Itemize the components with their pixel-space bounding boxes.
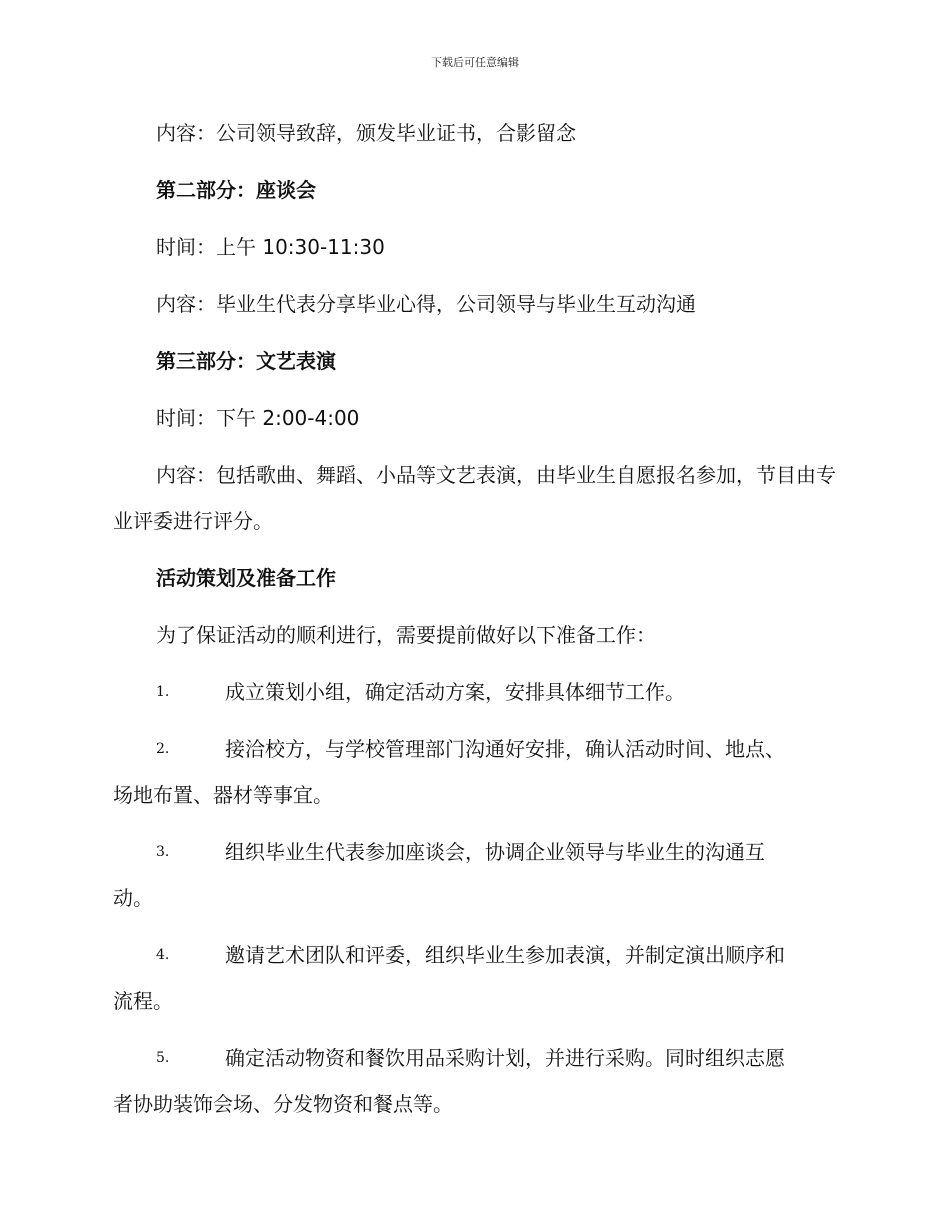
list-item <box>113 932 838 1024</box>
list-item <box>113 829 838 921</box>
list-item-continuation: 动。 <box>113 886 153 910</box>
list-item-text: 组织毕业生代表参加座谈会，协调企业领导与毕业生的沟通互 <box>225 840 765 864</box>
paragraph-content-1: 内容：公司领导致辞，颁发毕业证书，合影留念 <box>156 121 576 145</box>
list-item-continuation: 场地布置、器材等事宜。 <box>113 783 333 807</box>
list-item-continuation: 者协助装饰会场、分发物资和餐点等。 <box>113 1092 453 1116</box>
list-item-text: 成立策划小组，确定活动方案，安排具体细节工作。 <box>225 680 685 704</box>
list-number: 4. <box>156 947 170 963</box>
list-item-text: 邀请艺术团队和评委，组织毕业生参加表演，并制定演出顺序和 <box>225 943 785 967</box>
list-number: 5. <box>156 1050 170 1066</box>
page-header-note: 下载后可任意编辑 <box>431 56 519 69</box>
section-heading-3: 第三部分：文艺表演 <box>156 349 336 373</box>
paragraph-content-3: 内容：包括歌曲、舞蹈、小品等文艺表演，由毕业生自愿报名参加，节目由专业评委进行评分。 <box>113 463 836 533</box>
list-item-continuation: 流程。 <box>113 989 173 1013</box>
section-heading-4: 活动策划及准备工作 <box>156 566 336 590</box>
paragraph-intro: 为了保证活动的顺利进行，需要提前做好以下准备工作： <box>156 623 656 647</box>
paragraph-content-2: 内容：毕业生代表分享毕业心得，公司领导与毕业生互动沟通 <box>156 292 696 316</box>
document-body <box>113 110 838 1138</box>
list-number: 2. <box>156 741 170 757</box>
list-item <box>113 1035 838 1127</box>
paragraph-time-2: 时间：上午 10:30-11:30 <box>156 235 385 259</box>
list-number: 1. <box>156 684 170 700</box>
list-number: 3. <box>156 844 170 860</box>
section-heading-2: 第二部分：座谈会 <box>156 178 316 202</box>
paragraph-time-3: 时间：下午 2:00-4:00 <box>156 406 360 430</box>
list-item <box>113 726 838 818</box>
list-item-text: 确定活动物资和餐饮用品采购计划，并进行采购。同时组织志愿 <box>225 1046 785 1070</box>
list-item-text: 接洽校方，与学校管理部门沟通好安排，确认活动时间、地点、 <box>225 737 785 761</box>
list-item <box>113 669 838 715</box>
